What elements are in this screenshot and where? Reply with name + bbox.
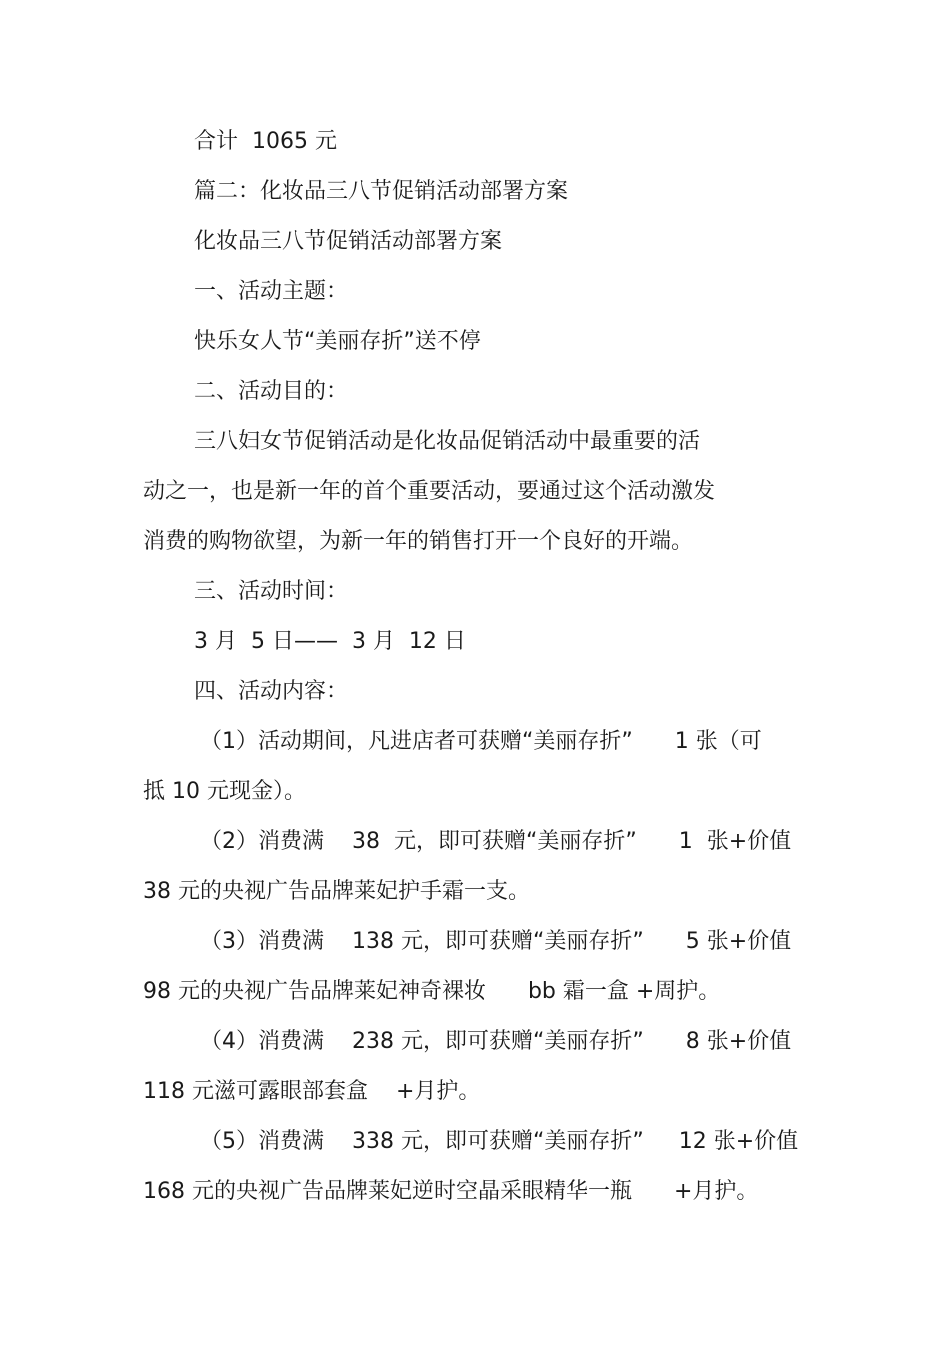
section-title: 篇二：化妆品三八节促销活动部署方案 bbox=[194, 179, 569, 204]
content-item-3-line-2: 98 元的央视广告品牌莱妃神奇裸妆 bb 霜一盒 +周护。 bbox=[143, 979, 721, 1004]
content-item-4-line-2: 118 元滋可露眼部套盒 +月护。 bbox=[143, 1079, 481, 1104]
content-item-4-line-1: （4）消费满 238 元，即可获赠“美丽存折” 8 张+价值 bbox=[200, 1029, 792, 1054]
purpose-line-2: 动之一，也是新一年的首个重要活动，要通过这个活动激发 bbox=[143, 479, 716, 504]
total-line: 合计 1065 元 bbox=[194, 129, 337, 154]
document-title: 化妆品三八节促销活动部署方案 bbox=[194, 229, 503, 254]
theme-text: 快乐女人节“美丽存折”送不停 bbox=[194, 329, 481, 354]
content-item-5-line-2: 168 元的央视广告品牌莱妃逆时空晶采眼精华一瓶 +月护。 bbox=[143, 1179, 759, 1204]
heading-content: 四、活动内容： bbox=[194, 679, 349, 704]
time-text: 3 月 5 日—— 3 月 12 日 bbox=[194, 629, 466, 654]
content-item-2-line-1: （2）消费满 38 元，即可获赠“美丽存折” 1 张+价值 bbox=[200, 829, 792, 854]
content-item-1-line-1: （1）活动期间，凡进店者可获赠“美丽存折” 1 张（可 bbox=[200, 729, 762, 754]
content-item-3-line-1: （3）消费满 138 元，即可获赠“美丽存折” 5 张+价值 bbox=[200, 929, 792, 954]
heading-time: 三、活动时间： bbox=[194, 579, 349, 604]
content-item-2-line-2: 38 元的央视广告品牌莱妃护手霜一支。 bbox=[143, 879, 530, 904]
purpose-line-1: 三八妇女节促销活动是化妆品促销活动中最重要的活 bbox=[194, 429, 701, 454]
heading-theme: 一、活动主题： bbox=[194, 279, 349, 304]
heading-purpose: 二、活动目的： bbox=[194, 379, 349, 404]
purpose-line-3: 消费的购物欲望，为新一年的销售打开一个良好的开端。 bbox=[143, 529, 694, 554]
content-item-1-line-2: 抵 10 元现金）。 bbox=[143, 779, 306, 804]
content-item-5-line-1: （5）消费满 338 元，即可获赠“美丽存折” 12 张+价值 bbox=[200, 1129, 799, 1154]
